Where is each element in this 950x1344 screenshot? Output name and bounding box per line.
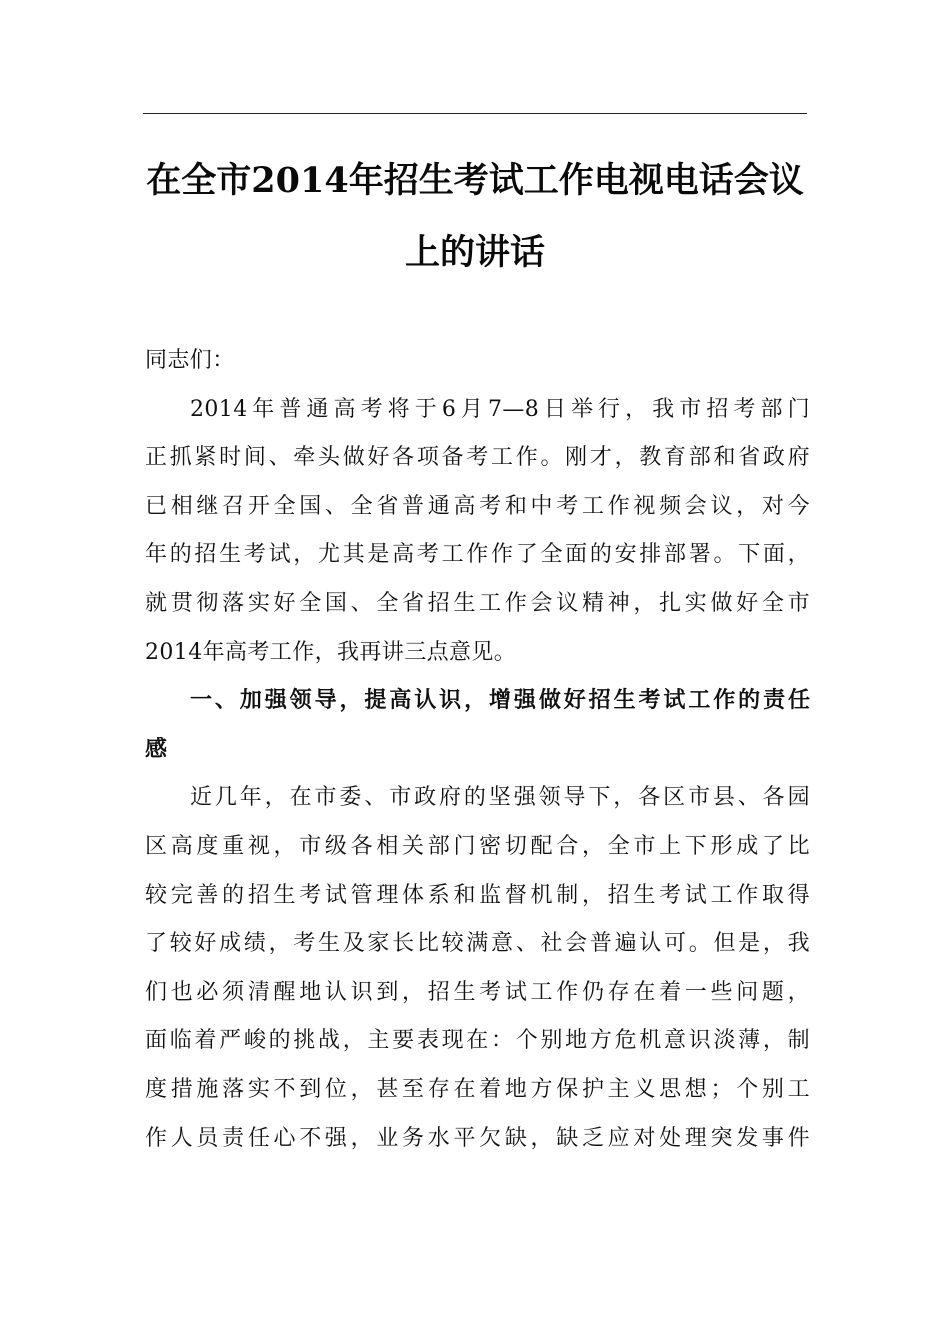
body-line: 区高度重视，市级各相关部门密切配合，全市上下形成了比 xyxy=(145,833,810,859)
body-line: 已相继召开全国、全省普通高考和中考工作视频会议，对今 xyxy=(145,493,810,519)
document-title-line-1: 在全市2014年招生考试工作电视电话会议 xyxy=(146,160,804,201)
body-line: 2014年普通高考将于6月7—8日举行，我市招考部门 xyxy=(190,396,810,422)
body-line: 了较好成绩，考生及家长比较满意、社会普遍认可。但是，我 xyxy=(145,931,810,957)
header-rule xyxy=(143,113,807,114)
document-title-line-2: 上的讲话 xyxy=(404,232,545,273)
body-line: 就贯彻落实好全国、全省招生工作会议精神，扎实做好全市 xyxy=(145,590,810,616)
body-line: 正抓紧时间、牵头做好各项备考工作。刚才，教育部和省政府 xyxy=(145,445,810,471)
salutation: 同志们： xyxy=(145,348,235,373)
body-line: 面临着严峻的挑战，主要表现在：个别地方危机意识淡薄，制 xyxy=(145,1028,810,1054)
body-line: 度措施落实不到位，甚至存在着地方保护主义思想；个别工 xyxy=(145,1076,810,1102)
body-line: 较完善的招生考试管理体系和监督机制，招生考试工作取得 xyxy=(145,882,810,908)
document-body xyxy=(145,337,810,1163)
section-heading: 一、加强领导，提高认识，增强做好招生考试工作的责任 xyxy=(190,688,810,714)
body-line: 们也必须清醒地认识到，招生考试工作仍存在着一些问题， xyxy=(145,979,810,1005)
body-line: 年的招生考试，尤其是高考工作作了全面的安排部署。下面， xyxy=(145,542,810,568)
section-heading: 感 xyxy=(145,736,168,762)
body-line: 作人员责任心不强，业务水平欠缺，缺乏应对处理突发事件 xyxy=(145,1125,810,1151)
body-line: 近几年，在市委、市政府的坚强领导下，各区市县、各园 xyxy=(190,785,810,811)
body-line: 2014年高考工作，我再讲三点意见。 xyxy=(145,639,517,665)
